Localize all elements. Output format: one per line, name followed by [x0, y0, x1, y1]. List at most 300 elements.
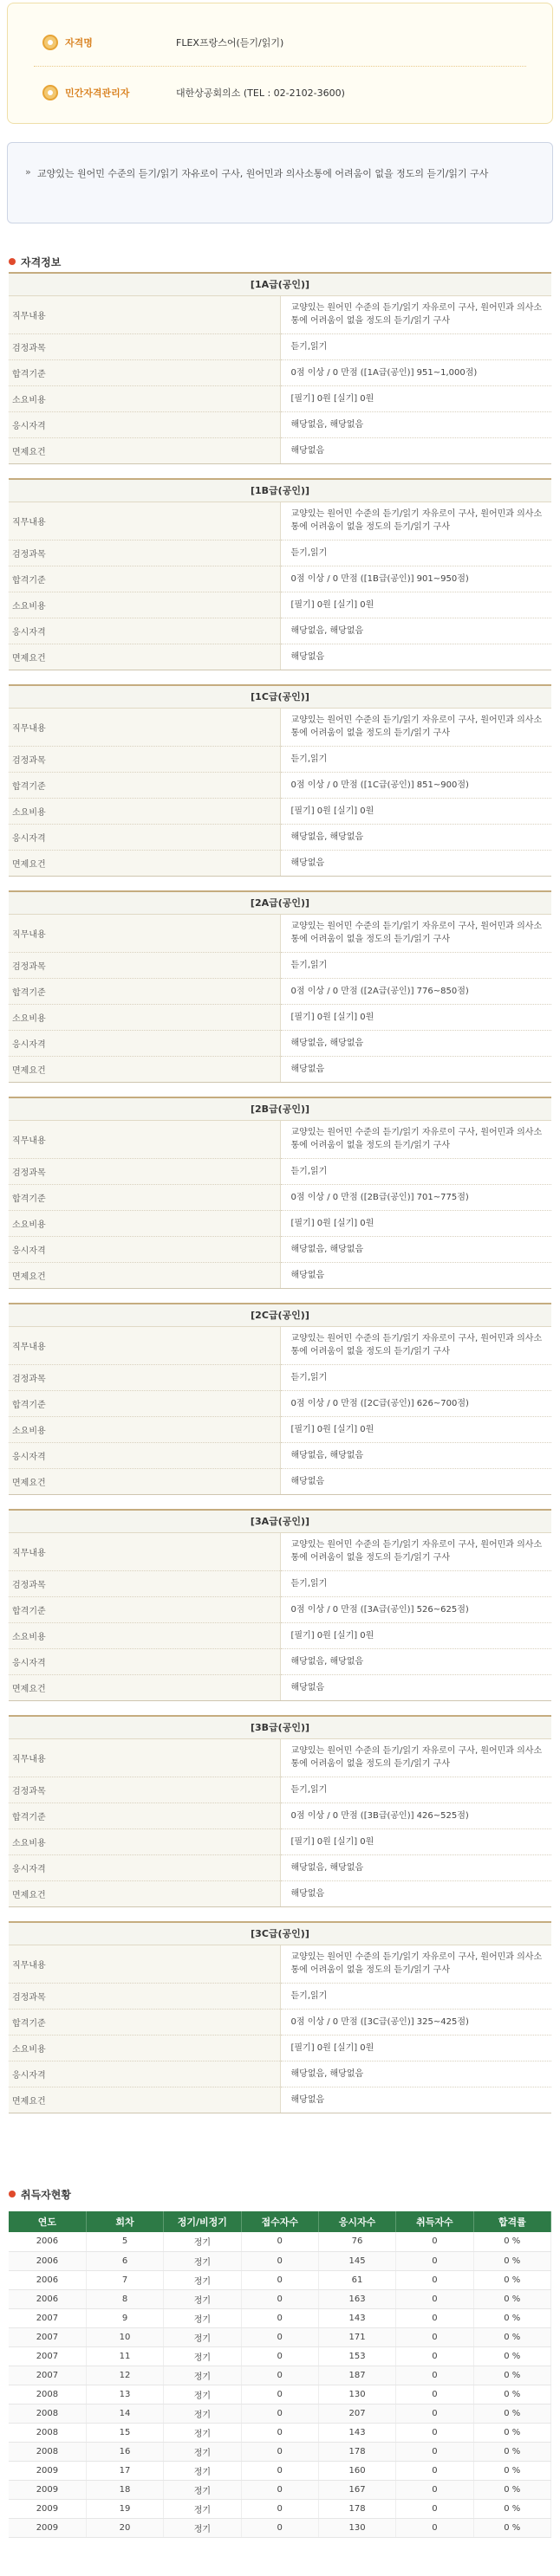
grade-row-exemption	[9, 437, 551, 463]
stats-cell: 2007	[9, 2308, 86, 2327]
grade-row-fee	[9, 385, 551, 411]
stats-cell: 정기	[164, 2346, 241, 2366]
stats-cell: 0	[396, 2366, 473, 2385]
grade-row-value: [필기] 0원 [실기] 0원	[280, 1622, 551, 1648]
stats-cell: 167	[318, 2480, 395, 2499]
stats-cell: 0	[396, 2518, 473, 2537]
grade-row-label: 응시자격	[9, 1030, 280, 1056]
grade-row-duty	[9, 708, 551, 746]
stats-cell: 76	[318, 2232, 395, 2251]
grade-row-label: 검정과목	[9, 1158, 280, 1184]
stats-cell: 정기	[164, 2442, 241, 2461]
stats-cell: 정기	[164, 2423, 241, 2442]
stats-column-header: 접수자수	[241, 2211, 318, 2232]
summary-divider	[34, 66, 526, 67]
grade-row-value: 듣기,읽기	[280, 1364, 551, 1390]
stats-row	[9, 2442, 551, 2461]
grade-row-value: 듣기,읽기	[280, 540, 551, 566]
stats-cell: 0	[241, 2404, 318, 2423]
stats-cell: 0	[396, 2308, 473, 2327]
grade-row-value: 해당없음, 해당없음	[280, 1442, 551, 1468]
grade-row-value: [필기] 0원 [실기] 0원	[280, 1416, 551, 1442]
stats-section-title	[9, 2187, 71, 2201]
stats-cell: 0	[241, 2366, 318, 2385]
stats-cell: 0	[241, 2461, 318, 2480]
grade-row-subjects	[9, 746, 551, 772]
grade-table	[9, 1097, 551, 1289]
grade-row-criteria	[9, 566, 551, 592]
stats-cell: 207	[318, 2404, 395, 2423]
qualification-summary	[7, 3, 553, 124]
grade-row-value: [필기] 0원 [실기] 0원	[280, 798, 551, 824]
grade-row-label: 직무내용	[9, 1120, 280, 1158]
grade-row-value: 교양있는 원어민 수준의 듣기/읽기 자유로이 구사, 원어민과 의사소통에 어려움이 없을 정도의 듣기/읽기 구사	[280, 708, 551, 746]
stats-cell: 7	[86, 2270, 163, 2289]
stats-cell: 정기	[164, 2270, 241, 2289]
stats-cell: 171	[318, 2327, 395, 2346]
stats-cell: 2006	[9, 2289, 86, 2308]
stats-cell: 정기	[164, 2385, 241, 2404]
grade-row-value: [필기] 0원 [실기] 0원	[280, 1210, 551, 1236]
grade-row-value: 해당없음	[280, 1056, 551, 1082]
grade-block	[9, 1097, 551, 1289]
stats-row	[9, 2308, 551, 2327]
stats-cell: 0 %	[473, 2404, 550, 2423]
stats-cell: 0	[241, 2480, 318, 2499]
stats-cell: 정기	[164, 2461, 241, 2480]
stats-row	[9, 2327, 551, 2346]
grade-row-value: [필기] 0원 [실기] 0원	[280, 1004, 551, 1030]
stats-cell: 0	[241, 2251, 318, 2270]
stats-cell: 0 %	[473, 2251, 550, 2270]
grade-row-exemption	[9, 2087, 551, 2113]
grade-row-label: 응시자격	[9, 1648, 280, 1674]
stats-table-wrapper	[9, 2211, 551, 2538]
grade-title: [1B급(공인)]	[9, 479, 551, 502]
qualification-info-title-text: 자격정보	[21, 256, 62, 269]
stats-cell: 178	[318, 2442, 395, 2461]
grade-title: [3B급(공인)]	[9, 1716, 551, 1738]
grade-row-value: 교양있는 원어민 수준의 듣기/읽기 자유로이 구사, 원어민과 의사소통에 어려움이 없을 정도의 듣기/읽기 구사	[280, 1326, 551, 1364]
grade-row-label: 면제요건	[9, 644, 280, 670]
grade-row-value: 교양있는 원어민 수준의 듣기/읽기 자유로이 구사, 원어민과 의사소통에 어려움이 없을 정도의 듣기/읽기 구사	[280, 914, 551, 952]
grade-row-label: 소요비용	[9, 1416, 280, 1442]
stats-cell: 6	[86, 2251, 163, 2270]
stats-row	[9, 2232, 551, 2251]
grade-row-label: 검정과목	[9, 540, 280, 566]
grade-row-label: 합격기준	[9, 1184, 280, 1210]
grade-row-exemption	[9, 1674, 551, 1700]
grade-row-value: 해당없음	[280, 644, 551, 670]
stats-title-text: 취득자현황	[21, 2188, 71, 2201]
grade-row-fee	[9, 1828, 551, 1854]
stats-cell: 0	[241, 2327, 318, 2346]
grade-row-label: 직무내용	[9, 1326, 280, 1364]
stats-row	[9, 2461, 551, 2480]
grade-row-fee	[9, 798, 551, 824]
stats-cell: 143	[318, 2423, 395, 2442]
grade-row-eligibility	[9, 1648, 551, 1674]
grade-row-label: 검정과목	[9, 746, 280, 772]
stats-cell: 14	[86, 2404, 163, 2423]
grade-row-value: 해당없음	[280, 437, 551, 463]
stats-cell: 13	[86, 2385, 163, 2404]
grade-row-value: 해당없음, 해당없음	[280, 2061, 551, 2087]
grade-row-fee	[9, 1004, 551, 1030]
grade-block	[9, 1509, 551, 1701]
grade-block	[9, 478, 551, 670]
stats-cell: 0	[241, 2289, 318, 2308]
stats-cell: 5	[86, 2232, 163, 2251]
grade-row-criteria	[9, 1184, 551, 1210]
grade-row-label: 합격기준	[9, 2009, 280, 2035]
stats-row	[9, 2385, 551, 2404]
grade-row-value: [필기] 0원 [실기] 0원	[280, 385, 551, 411]
grade-row-eligibility	[9, 618, 551, 644]
grade-row-label: 합격기준	[9, 1390, 280, 1416]
grade-row-duty	[9, 1120, 551, 1158]
grade-row-label: 소요비용	[9, 798, 280, 824]
grade-row-label: 소요비용	[9, 385, 280, 411]
grade-table	[9, 684, 551, 877]
grade-row-value: 교양있는 원어민 수준의 듣기/읽기 자유로이 구사, 원어민과 의사소통에 어려움이 없을 정도의 듣기/읽기 구사	[280, 1738, 551, 1777]
stats-column-header: 연도	[9, 2211, 86, 2232]
qualification-name-row	[42, 33, 283, 52]
grade-row-label: 직무내용	[9, 1945, 280, 1983]
section-bullet-icon	[9, 258, 16, 265]
stats-cell: 0	[396, 2423, 473, 2442]
description-text: 교양있는 원어민 수준의 듣기/읽기 자유로이 구사, 원어민과 의사소통에 어려움이 없을 정도의 듣기/읽기 구사	[37, 168, 489, 179]
stats-cell: 0	[396, 2461, 473, 2480]
grade-table	[9, 890, 551, 1083]
grade-row-criteria	[9, 772, 551, 798]
grade-row-value: 0점 이상 / 0 만점 ([1A급(공인)] 951~1,000점)	[280, 359, 551, 385]
grade-row-subjects	[9, 1364, 551, 1390]
stats-cell: 정기	[164, 2327, 241, 2346]
grade-row-value: 듣기,읽기	[280, 1570, 551, 1596]
stats-cell: 0 %	[473, 2385, 550, 2404]
stats-cell: 0	[396, 2289, 473, 2308]
stats-row	[9, 2423, 551, 2442]
grade-row-value: 듣기,읽기	[280, 952, 551, 978]
grade-row-value: 0점 이상 / 0 만점 ([3B급(공인)] 426~525점)	[280, 1803, 551, 1828]
stats-cell: 0 %	[473, 2327, 550, 2346]
grade-row-duty	[9, 1326, 551, 1364]
stats-cell: 0	[241, 2346, 318, 2366]
grade-row-exemption	[9, 1262, 551, 1288]
stats-cell: 0	[396, 2270, 473, 2289]
stats-cell: 143	[318, 2308, 395, 2327]
grade-row-duty	[9, 295, 551, 333]
grade-row-label: 면제요건	[9, 1468, 280, 1494]
stats-cell: 0	[241, 2308, 318, 2327]
stats-row	[9, 2289, 551, 2308]
grade-row-fee	[9, 1622, 551, 1648]
grade-row-value: 해당없음, 해당없음	[280, 1648, 551, 1674]
grade-row-value: [필기] 0원 [실기] 0원	[280, 2035, 551, 2061]
stats-cell: 2007	[9, 2346, 86, 2366]
grade-table	[9, 1715, 551, 1907]
stats-row	[9, 2346, 551, 2366]
stats-cell: 19	[86, 2499, 163, 2518]
grade-row-label: 소요비용	[9, 2035, 280, 2061]
section-bullet-icon	[9, 2191, 16, 2197]
grade-row-value: 0점 이상 / 0 만점 ([1C급(공인)] 851~900점)	[280, 772, 551, 798]
grade-title: [2A급(공인)]	[9, 891, 551, 914]
grade-row-value: 0점 이상 / 0 만점 ([2C급(공인)] 626~700점)	[280, 1390, 551, 1416]
qualification-name-label: 자격명	[65, 37, 93, 49]
stats-cell: 0 %	[473, 2270, 550, 2289]
grade-row-label: 검정과목	[9, 1777, 280, 1803]
stats-cell: 2008	[9, 2423, 86, 2442]
grade-row-value: 해당없음	[280, 1880, 551, 1906]
stats-cell: 187	[318, 2366, 395, 2385]
stats-cell: 0 %	[473, 2461, 550, 2480]
stats-cell: 0 %	[473, 2499, 550, 2518]
grade-row-criteria	[9, 1803, 551, 1828]
grade-row-label: 소요비용	[9, 1828, 280, 1854]
grade-row-value: 교양있는 원어민 수준의 듣기/읽기 자유로이 구사, 원어민과 의사소통에 어려움이 없을 정도의 듣기/읽기 구사	[280, 1945, 551, 1983]
grade-row-value: [필기] 0원 [실기] 0원	[280, 1828, 551, 1854]
stats-cell: 2007	[9, 2366, 86, 2385]
stats-cell: 0 %	[473, 2308, 550, 2327]
stats-cell: 11	[86, 2346, 163, 2366]
stats-cell: 0	[241, 2442, 318, 2461]
grade-row-label: 응시자격	[9, 618, 280, 644]
stats-row	[9, 2270, 551, 2289]
stats-cell: 2006	[9, 2251, 86, 2270]
grade-block	[9, 1303, 551, 1495]
stats-cell: 2008	[9, 2385, 86, 2404]
agency-row	[42, 83, 345, 102]
bullet-circle-icon	[42, 35, 58, 50]
stats-cell: 정기	[164, 2251, 241, 2270]
grade-row-label: 직무내용	[9, 914, 280, 952]
grade-block	[9, 684, 551, 877]
grade-row-label: 합격기준	[9, 1596, 280, 1622]
stats-cell: 9	[86, 2308, 163, 2327]
grade-header-row	[9, 1304, 551, 1326]
grade-row-eligibility	[9, 1442, 551, 1468]
grade-row-duty	[9, 502, 551, 540]
stats-cell: 130	[318, 2518, 395, 2537]
stats-cell: 0	[241, 2232, 318, 2251]
grade-row-subjects	[9, 1570, 551, 1596]
grade-row-label: 직무내용	[9, 708, 280, 746]
grade-row-eligibility	[9, 1236, 551, 1262]
grade-row-duty	[9, 914, 551, 952]
grade-row-criteria	[9, 359, 551, 385]
grade-row-label: 직무내용	[9, 502, 280, 540]
grade-row-label: 합격기준	[9, 359, 280, 385]
stats-cell: 20	[86, 2518, 163, 2537]
stats-cell: 0	[396, 2404, 473, 2423]
stats-cell: 0 %	[473, 2480, 550, 2499]
stats-cell: 2009	[9, 2480, 86, 2499]
grade-header-row	[9, 891, 551, 914]
grade-row-value: 해당없음, 해당없음	[280, 1236, 551, 1262]
stats-column-header: 정기/비정기	[164, 2211, 241, 2232]
grade-row-value: 해당없음, 해당없음	[280, 411, 551, 437]
grade-row-exemption	[9, 1880, 551, 1906]
grade-row-label: 직무내용	[9, 295, 280, 333]
grade-header-row	[9, 479, 551, 502]
stats-row	[9, 2251, 551, 2270]
stats-cell: 18	[86, 2480, 163, 2499]
grade-title: [1A급(공인)]	[9, 273, 551, 295]
grade-row-eligibility	[9, 411, 551, 437]
grade-row-exemption	[9, 644, 551, 670]
stats-table	[9, 2211, 551, 2538]
stats-cell: 2006	[9, 2270, 86, 2289]
grade-row-value: 해당없음	[280, 1262, 551, 1288]
grade-row-fee	[9, 592, 551, 618]
bullet-circle-icon	[42, 85, 58, 100]
stats-cell: 0	[241, 2385, 318, 2404]
grade-row-eligibility	[9, 1854, 551, 1880]
stats-header-row	[9, 2211, 551, 2232]
grade-row-value: 듣기,읽기	[280, 333, 551, 359]
stats-cell: 130	[318, 2385, 395, 2404]
grade-header-row	[9, 1922, 551, 1945]
stats-cell: 정기	[164, 2480, 241, 2499]
grade-block	[9, 1715, 551, 1907]
grade-row-label: 응시자격	[9, 1442, 280, 1468]
grade-header-row	[9, 1510, 551, 1532]
grade-row-subjects	[9, 1983, 551, 2009]
stats-body	[9, 2232, 551, 2537]
grade-row-label: 소요비용	[9, 1210, 280, 1236]
stats-cell: 0 %	[473, 2289, 550, 2308]
grade-row-value: 해당없음, 해당없음	[280, 1854, 551, 1880]
grade-row-value: 듣기,읽기	[280, 1777, 551, 1803]
stats-cell: 2007	[9, 2327, 86, 2346]
grade-row-subjects	[9, 333, 551, 359]
grade-row-label: 합격기준	[9, 566, 280, 592]
grade-row-label: 응시자격	[9, 2061, 280, 2087]
stats-cell: 0 %	[473, 2442, 550, 2461]
stats-row	[9, 2404, 551, 2423]
grade-title: [2C급(공인)]	[9, 1304, 551, 1326]
stats-cell: 0 %	[473, 2423, 550, 2442]
stats-cell: 0	[396, 2385, 473, 2404]
grade-row-value: 교양있는 원어민 수준의 듣기/읽기 자유로이 구사, 원어민과 의사소통에 어려움이 없을 정도의 듣기/읽기 구사	[280, 295, 551, 333]
grade-row-value: 해당없음	[280, 2087, 551, 2113]
stats-cell: 16	[86, 2442, 163, 2461]
stats-column-header: 회차	[86, 2211, 163, 2232]
grade-row-criteria	[9, 1390, 551, 1416]
stats-cell: 12	[86, 2366, 163, 2385]
grade-row-value: 해당없음	[280, 1468, 551, 1494]
stats-cell: 2008	[9, 2404, 86, 2423]
grade-table	[9, 1303, 551, 1495]
stats-cell: 0 %	[473, 2518, 550, 2537]
stats-cell: 178	[318, 2499, 395, 2518]
grade-row-value: 듣기,읽기	[280, 1158, 551, 1184]
grade-row-label: 면제요건	[9, 1880, 280, 1906]
grade-block	[9, 272, 551, 464]
grade-row-eligibility	[9, 2061, 551, 2087]
grade-row-label: 합격기준	[9, 772, 280, 798]
grade-row-fee	[9, 1210, 551, 1236]
grade-row-value: 교양있는 원어민 수준의 듣기/읽기 자유로이 구사, 원어민과 의사소통에 어려움이 없을 정도의 듣기/읽기 구사	[280, 502, 551, 540]
stats-cell: 0	[396, 2442, 473, 2461]
stats-cell: 2008	[9, 2442, 86, 2461]
grade-row-criteria	[9, 978, 551, 1004]
grade-row-label: 면제요건	[9, 1262, 280, 1288]
grade-row-exemption	[9, 1056, 551, 1082]
stats-cell: 정기	[164, 2404, 241, 2423]
grade-row-label: 합격기준	[9, 978, 280, 1004]
stats-cell: 160	[318, 2461, 395, 2480]
grade-block	[9, 1921, 551, 2113]
stats-cell: 0	[241, 2423, 318, 2442]
stats-cell: 0	[396, 2232, 473, 2251]
grade-table	[9, 478, 551, 670]
stats-cell: 0	[396, 2499, 473, 2518]
grade-row-label: 응시자격	[9, 1236, 280, 1262]
stats-cell: 0	[241, 2270, 318, 2289]
grade-row-criteria	[9, 1596, 551, 1622]
grade-row-label: 소요비용	[9, 1004, 280, 1030]
grade-row-label: 합격기준	[9, 1803, 280, 1828]
stats-cell: 정기	[164, 2499, 241, 2518]
grade-title: [3A급(공인)]	[9, 1510, 551, 1532]
stats-cell: 0	[241, 2518, 318, 2537]
stats-column-header: 합격률	[473, 2211, 550, 2232]
stats-cell: 0	[396, 2480, 473, 2499]
grade-header-row	[9, 1097, 551, 1120]
grade-row-fee	[9, 2035, 551, 2061]
stats-cell: 17	[86, 2461, 163, 2480]
grade-block	[9, 890, 551, 1083]
grade-row-duty	[9, 1738, 551, 1777]
stats-cell: 0	[396, 2251, 473, 2270]
grade-row-value: 듣기,읽기	[280, 1983, 551, 2009]
grade-row-fee	[9, 1416, 551, 1442]
stats-row	[9, 2480, 551, 2499]
grade-row-value: 해당없음, 해당없음	[280, 618, 551, 644]
stats-cell: 163	[318, 2289, 395, 2308]
stats-cell: 0	[396, 2327, 473, 2346]
stats-column-header: 응시자수	[318, 2211, 395, 2232]
stats-cell: 2006	[9, 2232, 86, 2251]
grade-row-value: 교양있는 원어민 수준의 듣기/읽기 자유로이 구사, 원어민과 의사소통에 어려움이 없을 정도의 듣기/읽기 구사	[280, 1120, 551, 1158]
grade-header-row	[9, 273, 551, 295]
grade-row-label: 면제요건	[9, 850, 280, 876]
stats-cell: 0 %	[473, 2346, 550, 2366]
grade-row-value: 해당없음, 해당없음	[280, 824, 551, 850]
grade-row-criteria	[9, 2009, 551, 2035]
grade-row-value: 0점 이상 / 0 만점 ([2B급(공인)] 701~775점)	[280, 1184, 551, 1210]
grade-row-eligibility	[9, 1030, 551, 1056]
grade-row-label: 면제요건	[9, 1056, 280, 1082]
grade-header-row	[9, 1716, 551, 1738]
grade-table	[9, 1921, 551, 2113]
grade-row-value: 교양있는 원어민 수준의 듣기/읽기 자유로이 구사, 원어민과 의사소통에 어려움이 없을 정도의 듣기/읽기 구사	[280, 1532, 551, 1570]
grade-row-label: 응시자격	[9, 411, 280, 437]
stats-cell: 정기	[164, 2308, 241, 2327]
grade-table	[9, 272, 551, 464]
stats-cell: 2009	[9, 2461, 86, 2480]
grade-row-value: 0점 이상 / 0 만점 ([3A급(공인)] 526~625점)	[280, 1596, 551, 1622]
grade-row-value: 해당없음, 해당없음	[280, 1030, 551, 1056]
description-bullet: »	[25, 166, 31, 178]
grade-row-label: 면제요건	[9, 1674, 280, 1700]
stats-cell: 0 %	[473, 2366, 550, 2385]
stats-row	[9, 2499, 551, 2518]
grade-row-value: 0점 이상 / 0 만점 ([3C급(공인)] 325~425점)	[280, 2009, 551, 2035]
